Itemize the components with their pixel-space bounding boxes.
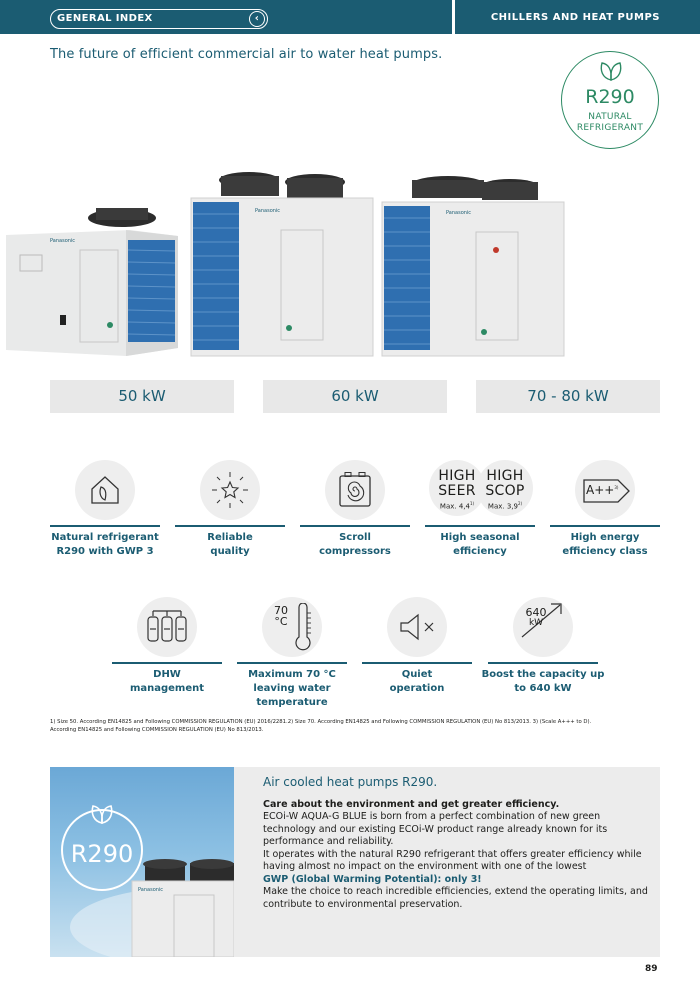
description-paragraph-2: It operates with the natural R290 refrigerant that offers greater efficiency while having almost no impact on the environment with one of the lowest — [263, 848, 642, 872]
heat-pump-60kw-image — [189, 170, 375, 360]
feature-label: R290 with GWP 3 — [56, 546, 154, 557]
general-index-label: GENERAL INDEX — [57, 13, 153, 24]
temperature-readout — [271, 605, 291, 627]
capacity-label-60: 60 kW — [263, 380, 447, 413]
description-title: Air cooled heat pumps R290. — [263, 775, 438, 789]
feature-label: DHW — [153, 669, 181, 680]
description-panel — [234, 767, 660, 957]
high-scop-word2: SCOP — [485, 483, 525, 499]
r290-illustration — [50, 767, 234, 957]
temperature-unit: °C — [274, 615, 288, 628]
page-headline: The future of efficient commercial air to water heat pumps. — [50, 47, 443, 62]
high-scop-footnote-ref: 2) — [517, 501, 523, 506]
feature-label: High seasonal — [440, 532, 520, 543]
page-number: 89 — [645, 964, 658, 974]
badge-line2: REFRIGERANT — [576, 123, 644, 133]
description-paragraph-1: ECOi-W AQUA-G BLUE is born from a perfect combination of new green technology and our existing ECOi-W product range already known for its performance and reliability. — [263, 811, 608, 847]
feature-label: temperature — [256, 697, 328, 708]
capacity-label-70-80: 70 - 80 kW — [476, 380, 660, 413]
description-lead: Care about the environment and get greater efficiency. — [263, 799, 560, 810]
boost-value: 640 — [525, 606, 547, 619]
footnote — [50, 718, 660, 734]
general-index-link[interactable] — [50, 9, 268, 29]
high-seer-max: Max. 4,4 — [439, 502, 470, 511]
leaf-icon — [598, 60, 624, 82]
footnote-line2: According EN14825 and Following COMMISSION REGULATION (EU) No 813/2013. — [50, 727, 264, 733]
badge-line1: NATURAL — [588, 112, 632, 122]
description-paragraph-3: Make the choice to reach incredible efficiencies, extend the operating limits, and contribute to environmental preservation. — [263, 886, 648, 910]
badge-r290: R290 — [585, 86, 635, 108]
high-seer-word1: HIGH — [438, 468, 476, 484]
star-sparkle-icon — [210, 470, 250, 510]
r290-badge — [561, 51, 659, 149]
feature-label: High energy — [570, 532, 640, 543]
energy-class-value: A++ — [586, 483, 615, 497]
feature-label: efficiency class — [562, 546, 648, 557]
feature-label: management — [129, 683, 205, 694]
energy-class-footnote-ref: 3) — [614, 485, 619, 490]
r290-image-label: R290 — [70, 840, 134, 868]
boost-readout — [524, 607, 548, 629]
feature-label: quality — [210, 546, 250, 557]
high-seer-word2: SEER — [438, 483, 476, 499]
capacity-label-50: 50 kW — [50, 380, 234, 413]
feature-label: Reliable — [207, 532, 253, 543]
house-leaf-icon — [88, 473, 122, 507]
boost-unit: kW — [528, 618, 544, 628]
section-title: CHILLERS AND HEAT PUMPS — [490, 12, 660, 23]
thermometer-icon — [293, 603, 313, 651]
bottom-unit-brand: Panasonic — [138, 887, 164, 893]
high-seer-block — [431, 469, 483, 510]
high-seer-footnote-ref: 1) — [469, 501, 475, 506]
speaker-mute-icon — [398, 613, 438, 641]
product-images — [0, 170, 700, 370]
heat-pump-50kw-image — [0, 200, 184, 360]
feature-label: efficiency — [453, 546, 507, 557]
high-scop-max: Max. 3,9 — [487, 502, 518, 511]
high-scop-word1: HIGH — [486, 468, 524, 484]
header-bar — [0, 0, 700, 34]
feature-label: leaving water — [253, 683, 331, 694]
feature-label: Maximum 70 °C — [248, 669, 336, 680]
footnote-line1: 1) Size 50. According EN14825 and Following COMMISSION REGULATION (EU) 2016/2281.2) Size 70. According EN14825 and Following COMMISSION REGULATION (EU) No 813/2013. 3) (Scale A+++ to D). — [50, 719, 592, 725]
feature-label: operation — [389, 683, 445, 694]
feature-label: to 640 kW — [514, 683, 572, 694]
back-arrow-icon[interactable]: ‹ — [249, 11, 265, 27]
feature-label: Quiet — [401, 669, 433, 680]
feature-label: Boost the capacity up — [481, 669, 605, 680]
heat-pump-70-80kw-image — [380, 174, 566, 360]
feature-label: Scroll — [339, 532, 371, 543]
scroll-compressor-icon — [338, 472, 372, 508]
water-tanks-icon — [146, 609, 188, 645]
unit-brand-70: Panasonic — [446, 210, 472, 216]
unit-brand-60: Panasonic — [255, 208, 281, 214]
temperature-value: 70 — [274, 604, 288, 617]
unit-brand-50: Panasonic — [50, 238, 76, 244]
high-scop-block — [479, 469, 531, 510]
r290-sky-image — [50, 767, 234, 957]
badge-subtitle — [562, 112, 658, 134]
energy-class-label — [586, 483, 618, 497]
feature-label: Natural refrigerant — [51, 532, 159, 543]
description-gwp-highlight: GWP (Global Warming Potential): only 3! — [263, 873, 482, 885]
header-divider — [452, 0, 455, 34]
feature-label: compressors — [319, 546, 391, 557]
